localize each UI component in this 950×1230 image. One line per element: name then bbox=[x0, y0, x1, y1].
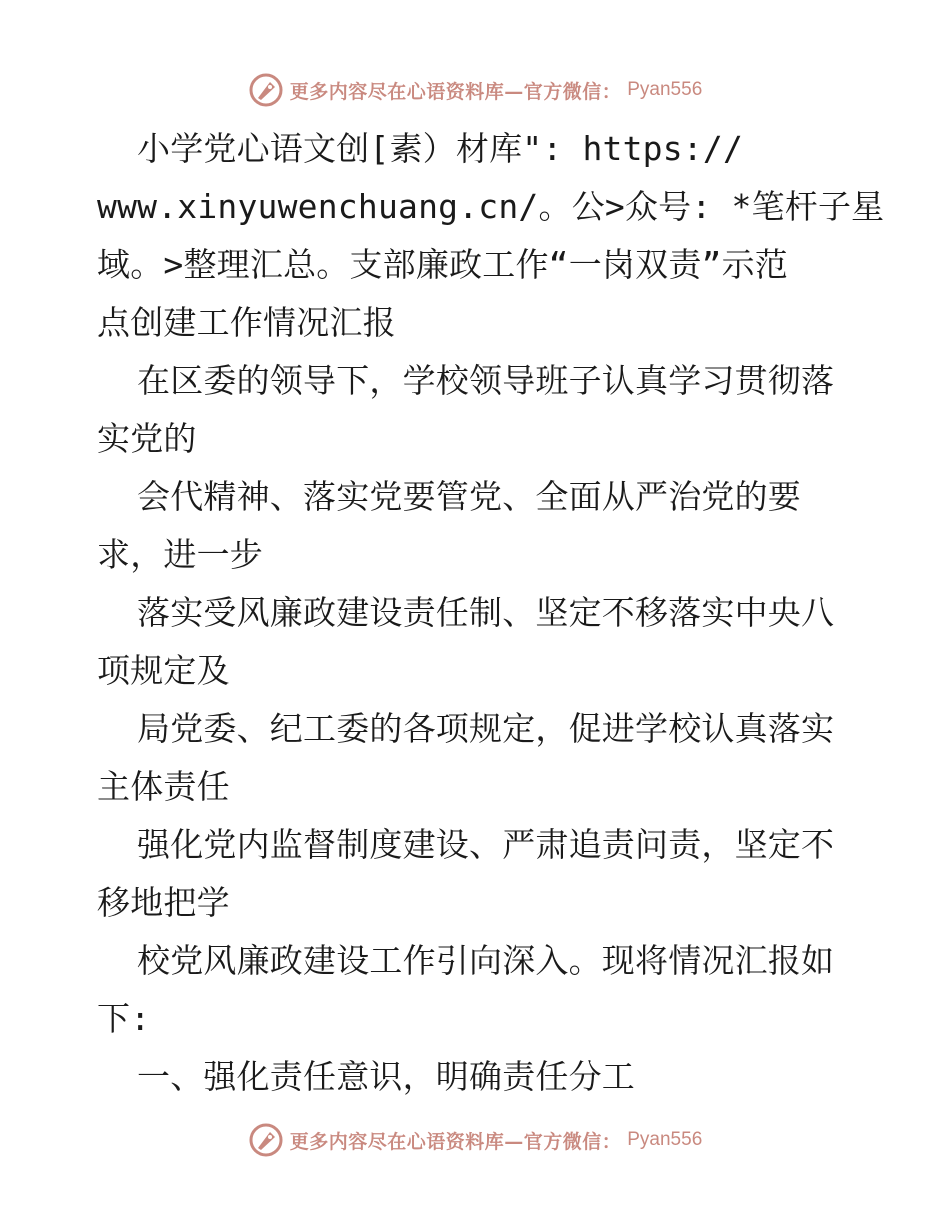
watermark-header bbox=[0, 70, 950, 110]
watermark-footer bbox=[0, 1120, 950, 1160]
watermark-contact: Pyan556 bbox=[627, 1129, 703, 1150]
body-line: 下: bbox=[97, 999, 151, 1038]
body-line: 实党的 bbox=[97, 419, 197, 458]
section-heading: 一、强化责任意识，明确责任分工 bbox=[137, 1057, 635, 1096]
body-line: 小学党心语文创[素）材库": https:// bbox=[137, 129, 744, 168]
body-line: 校党风廉政建设工作引向深入。现将情况汇报如 bbox=[137, 941, 835, 980]
body-line: 项规定及 bbox=[97, 651, 230, 690]
watermark-contact: Pyan556 bbox=[627, 79, 703, 100]
body-line: 落实受风廉政建设责任制、坚定不移落实中央八 bbox=[137, 593, 835, 632]
body-line: www.xinyuwenchuang.cn/。公>众号: *笔杆子星 bbox=[97, 187, 885, 226]
body-line: 点创建工作情况汇报 bbox=[97, 303, 396, 342]
watermark-text: 更多内容尽在心语资料库—官方微信： bbox=[289, 80, 622, 103]
watermark-text: 更多内容尽在心语资料库—官方微信： bbox=[289, 1130, 622, 1153]
body-line: 移地把学 bbox=[97, 883, 230, 922]
body-line: 局党委、纪工委的各项规定，促进学校认真落实 bbox=[137, 709, 835, 748]
body-line: 会代精神、落实党要管党、全面从严治党的要 bbox=[137, 477, 801, 516]
body-line: 在区委的领导下，学校领导班子认真学习贯彻落 bbox=[137, 361, 835, 400]
body-line: 求，进一步 bbox=[97, 535, 263, 574]
body-line: 域。>整理汇总。支部廉政工作“一岗双责”示范 bbox=[97, 245, 789, 284]
body-line: 强化党内监督制度建设、严肃追责问责，坚定不 bbox=[137, 825, 835, 864]
pen-nib-logo-icon bbox=[248, 72, 284, 108]
body-line: 主体责任 bbox=[97, 767, 230, 806]
pen-nib-logo-icon bbox=[248, 1122, 284, 1158]
document-body bbox=[97, 120, 885, 1106]
